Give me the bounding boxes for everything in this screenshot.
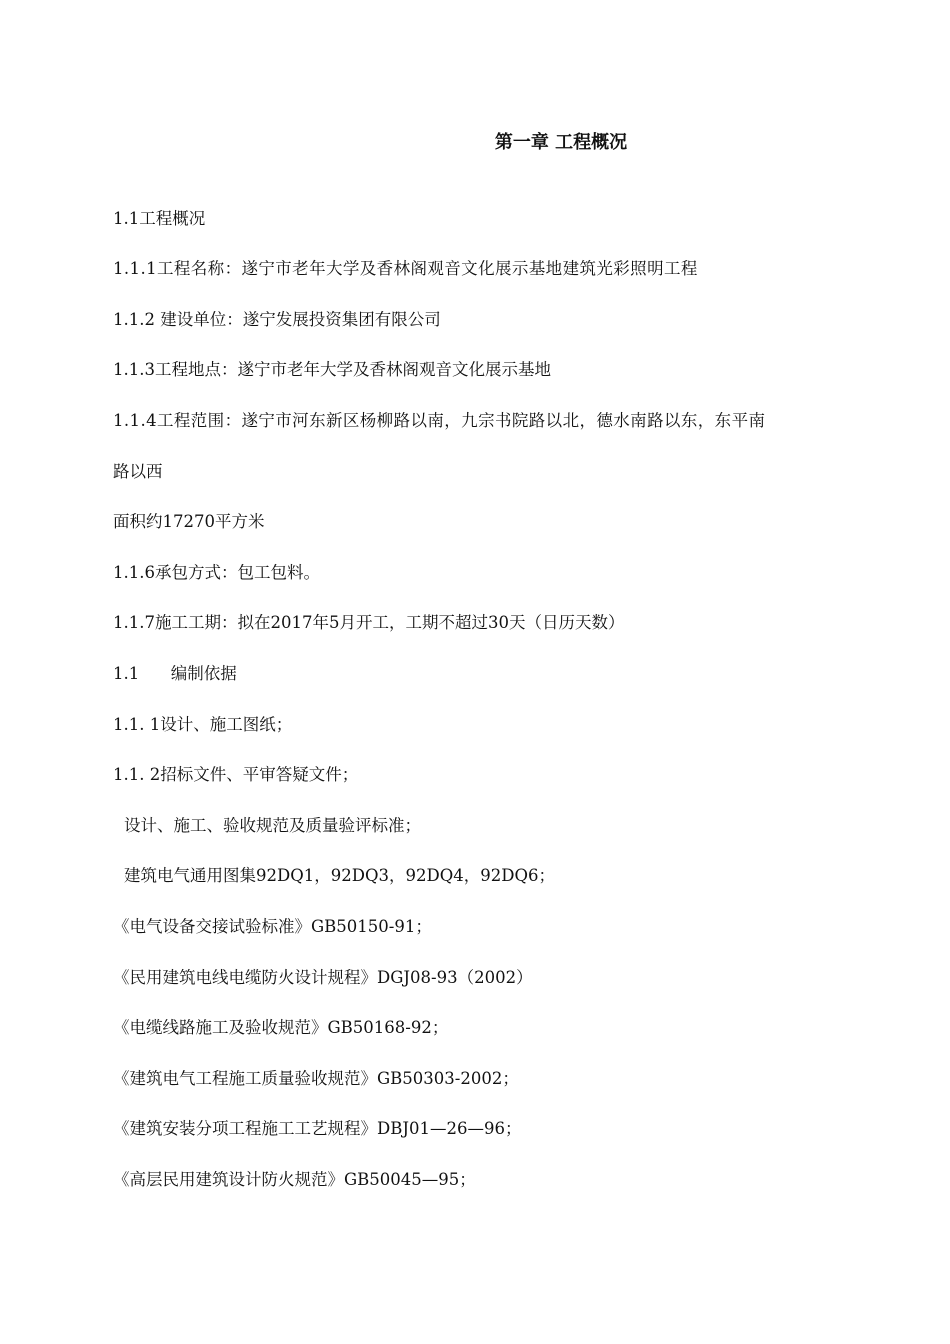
standard-item-electrical-test: 《电气设备交接试验标准》GB50150-91； <box>113 917 432 936</box>
construction-unit-line: 1.1.2 建设单位：遂宁发展投资集团有限公司 <box>113 310 441 329</box>
standard-item-cable-fire: 《民用建筑电线电缆防火设计规程》DGJ08-93（2002） <box>113 968 533 987</box>
section-heading-basis: 1.1 编制依据 <box>113 664 237 683</box>
standard-item-installation-process: 《建筑安装分项工程施工工艺规程》DBJ01—26—96； <box>113 1119 522 1138</box>
contract-method-line: 1.1.6承包方式：包工包料。 <box>113 563 320 582</box>
project-scope-line: 1.1.4工程范围：遂宁市河东新区杨柳路以南，九宗书院路以北，德水南路以东，东平南 <box>113 411 766 430</box>
section-heading-project-overview: 1.1工程概况 <box>113 209 206 228</box>
area-line: 面积约17270平方米 <box>113 512 265 531</box>
standard-item-cable-construction: 《电缆线路施工及验收规范》GB50168-92； <box>113 1018 449 1037</box>
basis-item-tender-docs: 1.1. 2招标文件、平审答疑文件； <box>113 765 359 784</box>
standard-item-fire-design: 《高层民用建筑设计防火规范》GB50045—95； <box>113 1170 476 1189</box>
chapter-title: 第一章 工程概况 <box>494 132 628 153</box>
standard-item-quality-acceptance: 《建筑电气工程施工质量验收规范》GB50303-2002； <box>113 1069 519 1088</box>
basis-item-atlas: 建筑电气通用图集92DQ1，92DQ3，92DQ4，92DQ6； <box>124 866 555 885</box>
construction-period-line: 1.1.7施工工期：拟在2017年5月开工，工期不超过30天（日历天数） <box>113 613 625 632</box>
project-scope-continuation: 路以西 <box>113 462 163 481</box>
project-location-line: 1.1.3工程地点：遂宁市老年大学及香林阁观音文化展示基地 <box>113 360 551 379</box>
basis-item-standards: 设计、施工、验收规范及质量验评标准； <box>124 816 421 835</box>
project-name-line: 1.1.1工程名称：遂宁市老年大学及香林阁观音文化展示基地建筑光彩照明工程 <box>113 259 698 278</box>
basis-item-drawings: 1.1. 1设计、施工图纸； <box>113 715 293 734</box>
